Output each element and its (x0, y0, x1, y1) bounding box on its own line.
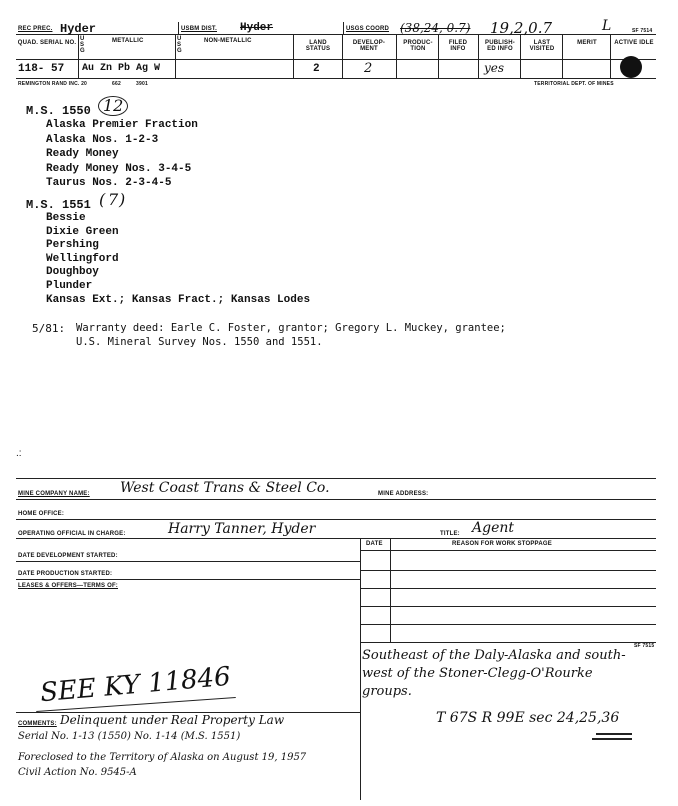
operating-official-value: Harry Tanner, Hyder (168, 521, 316, 537)
claim-item: Dixie Green (46, 225, 119, 238)
ms-1550-claims (46, 118, 198, 191)
col-usg-3: G (80, 48, 85, 54)
printer-code-2: 3901 (136, 81, 148, 87)
location-line-3: groups. (362, 684, 412, 699)
claim-item: Alaska Nos. 1-2-3 (46, 133, 159, 146)
claim-item: Kansas Ext.; Kansas Fract.; Kansas Lodes (46, 293, 311, 306)
title-value: Agent (472, 520, 514, 536)
ms-1550-count: 12 (98, 96, 128, 116)
location-line-1: Southeast of the Daly-Alaska and south- (362, 648, 626, 663)
location-line-2: west of the Stoner-Clegg-O'Rourke (362, 666, 593, 681)
mine-company-label: MINE COMPANY NAME: (18, 491, 90, 497)
date-column-header: DATE (366, 541, 383, 547)
comments-line-1: Delinquent under Real Property Law (60, 713, 285, 727)
printer-code-1: 662 (112, 81, 121, 87)
township-underline-2 (592, 738, 632, 740)
col-usg-6: G (177, 48, 182, 54)
ms-1551-count-open: ( (99, 190, 106, 209)
col-quad-serial: QUAD. SERIAL NO. (17, 40, 77, 46)
prod-started-label: DATE PRODUCTION STARTED: (18, 571, 113, 577)
ms-1551-count: 7 (108, 190, 119, 209)
value-quad-serial: 118- 57 (18, 63, 65, 75)
claim-item: Alaska Premier Fraction (46, 119, 198, 131)
usgs-coord-value: 19,2,0.7 (490, 19, 553, 37)
note-line-1: Warranty deed: Earle C. Foster, grantor; Gregory L. Muckey, grantee; (76, 322, 506, 334)
usbm-dist-label: USBM DIST. (181, 26, 218, 32)
claim-item: Bessie (46, 212, 86, 224)
col-metallic: METALLIC (112, 38, 144, 44)
scan-mark: .: (16, 448, 22, 459)
mine-address-label: MINE ADDRESS: (378, 491, 429, 497)
form-number: SF 7514 (632, 28, 653, 34)
col-usg-2: S (80, 42, 85, 48)
col-published-info: PUBLISH- ED INFO (485, 40, 515, 52)
township-underline-1 (596, 733, 632, 735)
col-production: PRODUC- TION (403, 40, 433, 52)
mine-company-value: West Coast Trans & Steel Co. (120, 480, 330, 496)
col-land-status: LAND STATUS (305, 40, 331, 52)
note-date: 5/81: (32, 322, 66, 335)
note-line-2: U.S. Mineral Survey Nos. 1550 and 1551. (76, 336, 323, 348)
value-metallic: Au Zn Pb Ag W (82, 63, 161, 74)
printer-credit: REMINGTON RAND INC. 20 (18, 81, 88, 87)
comments-line-2: Serial No. 1-13 (1550) No. 1-14 (M.S. 1551) (18, 731, 241, 742)
territorial-dept: TERRITORIAL DEPT. OF MINES (534, 81, 614, 87)
rec-prec-value: Hyder (60, 22, 97, 36)
rec-prec-label: REC PREC. (18, 26, 53, 32)
leases-label: LEASES & OFFERS—TERMS OF: (18, 583, 119, 589)
reason-column-header: REASON FOR WORK STOPPAGE (452, 541, 552, 547)
col-usg-1: U (80, 36, 85, 42)
col-merit: MERIT (577, 40, 597, 46)
usgs-coord-label: USGS COORD (346, 26, 390, 32)
ms-1551-count-close: ) (119, 190, 126, 209)
ms-1550-label: M.S. 1550 (26, 104, 91, 118)
value-published-info: yes (484, 61, 505, 75)
claim-item: Ready Money Nos. 3-4-5 (46, 162, 192, 175)
usgs-coord-struck: (38,24, 0.7) (400, 21, 471, 35)
corner-mark: L (602, 18, 612, 34)
value-land-status: 2 (313, 63, 320, 75)
claim-item: Wellingford (46, 252, 119, 265)
home-office-label: HOME OFFICE: (18, 511, 65, 517)
claim-item: Doughboy (46, 266, 99, 279)
claim-item: Pershing (46, 239, 99, 252)
comments-line-4: Civil Action No. 9545-A (18, 767, 137, 778)
township-range: T 67S R 99E sec 24,25,36 (436, 710, 620, 726)
col-usg-4: U (177, 36, 182, 42)
col-usg-5: S (177, 42, 182, 48)
title-label: TITLE: (440, 531, 460, 537)
form-number-2: SF 7515 (634, 643, 655, 649)
comments-label: COMMENTS: (18, 721, 57, 727)
col-development: DEVELOP- MENT (352, 40, 386, 52)
ms-1551-claims (46, 212, 310, 307)
operating-official-label: OPERATING OFFICIAL IN CHARGE: (18, 531, 126, 537)
col-active-idle: ACTIVE IDLE (614, 40, 654, 46)
active-idle-dot (620, 56, 642, 78)
usbm-dist-value: Hyder (240, 22, 274, 34)
comments-line-3: Foreclosed to the Territory of Alaska on August 19, 1957 (18, 752, 307, 763)
col-non-metallic: NON-METALLIC (204, 38, 252, 44)
claim-item: Plunder (46, 279, 93, 292)
claim-item: Ready Money (46, 148, 119, 160)
see-ky-note: SEE KY 11846 (39, 661, 232, 709)
col-filed-info: FILED INFO (448, 40, 468, 52)
value-development: 2 (364, 61, 373, 76)
ms-1551-label: M.S. 1551 (26, 198, 91, 212)
col-last-visited: LAST VISITED (529, 40, 555, 52)
dev-started-label: DATE DEVELOPMENT STARTED: (18, 553, 118, 559)
claim-item: Taurus Nos. 2-3-4-5 (46, 177, 172, 189)
